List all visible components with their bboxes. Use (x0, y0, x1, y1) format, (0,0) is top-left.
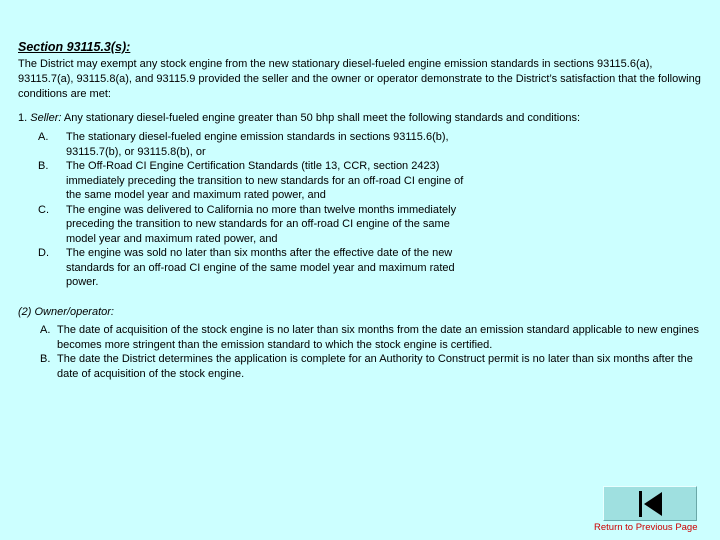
list-item (38, 246, 478, 290)
return-link[interactable]: Return to Previous Page (594, 522, 698, 533)
item-text: The engine was sold no later than six months after the effective date of the new standards for an off-road CI engine of the same model year and maximum rated power. (66, 247, 455, 288)
item-text: The stationary diesel-fueled engine emission standards in sections 93115.6(b), 93115.7(b), or 93115.8(b), or (66, 131, 449, 158)
list-item (40, 323, 708, 352)
owner-conditions-list (40, 323, 708, 381)
list-item (38, 159, 478, 203)
owner-heading: (2) Owner/operator: (18, 306, 114, 318)
seller-text: Any stationary diesel-fueled engine greater than 50 bhp shall meet the following standards and conditions: (63, 112, 580, 124)
seller-conditions-list (38, 130, 478, 290)
list-item (40, 352, 708, 381)
item-letter: B. (38, 160, 49, 172)
item-text: The date the District determines the application is complete for an Authority to Construct permit is no later than six months after the date of acquisition of the stock engine. (57, 353, 693, 380)
intro-paragraph: The District may exempt any stock engine from the new stationary diesel-fueled engine emission standards in sections 93115.6(a), 93115.7(a), 93115.8(a), and 93115.9 provided the seller and the owner or operator demonstrate to the District’s satisfaction that the following conditions are met: (18, 58, 701, 100)
seller-label: Seller: (30, 112, 62, 124)
item-text: The date of acquisition of the stock engine is no later than six months from the date an emission standard applicable to new engines becomes more stringent than the emission standard to which the stock engine is certified. (57, 324, 700, 351)
seller-number: 1. (18, 112, 28, 124)
item-letter: A. (38, 131, 49, 143)
skip-back-icon (639, 491, 663, 517)
item-text: The engine was delivered to California no more than twelve months immediately preceding the transition to new standards for an off-road CI engine of the same model year and maximum rated power, and (66, 203, 457, 245)
item-letter: C. (38, 203, 49, 216)
item-letter: B. (40, 353, 51, 365)
return-button[interactable] (603, 486, 697, 521)
item-letter: A. (40, 324, 51, 336)
list-item (38, 203, 478, 247)
item-letter: D. (38, 247, 49, 259)
section-heading: Section 93115.3(s): (18, 40, 131, 54)
list-item (38, 130, 478, 159)
seller-section (18, 111, 708, 126)
item-text: The Off-Road CI Engine Certification Standards (title 13, CCR, section 2423) immediately preceding the transition to new standards for an off-road CI engine of the same model year and maximum rated power, and (66, 160, 464, 201)
